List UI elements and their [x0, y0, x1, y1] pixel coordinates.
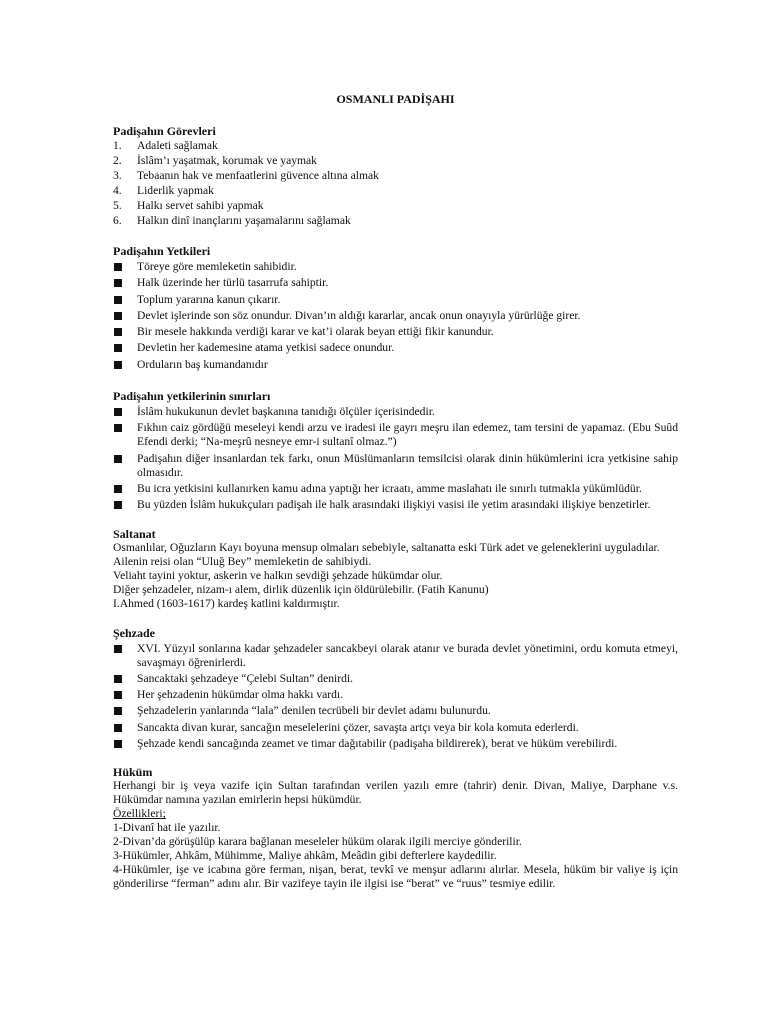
item-text: Şehzade kendi sancağında zeamet ve timar dağıtabilir (padişaha bildirerek), berat ve hüküm verebilirdi. [137, 737, 618, 751]
list-item [113, 498, 678, 512]
item-text: Fıkhın caiz gördüğü meseleyi kendi arzu ve iradesi ile gayrı meşru ilan edemez, tam tersini de yapamaz. (Ebu Suûd Efendi derki; “Na-meşrû nesneye emr-i sultanî olmaz.”) [137, 421, 678, 449]
saltanat-line: Osmanlılar, Oğuzların Kayı boyuna mensup olmaları sebebiyle, saltanatta eski Türk adet ve geleneklerini uyguladılar. [113, 540, 660, 554]
list-item [113, 169, 678, 183]
item-number: 6. [113, 214, 122, 227]
item-text: Bir mesele hakkında verdiği karar ve kat’i olarak beyan ettiği fikir kanundur. [137, 325, 494, 339]
section-heading-hukum: Hüküm [113, 765, 153, 780]
list-item [113, 309, 678, 323]
square-bullet-icon [114, 344, 122, 352]
list-item [113, 721, 678, 735]
hukum-line: 2-Divan’da görüşülüp karara bağlanan meseleler hüküm olarak ilgili merciye gönderilir. [113, 835, 522, 849]
sehzade-list [113, 642, 678, 751]
section-heading-gorevler: Padişahın Görevleri [113, 124, 216, 138]
item-text: XVI. Yüzyıl sonlarına kadar şehzadeler sancakbeyi olarak atanır ve burada devlet yönetimini, ordu komuta etmeyi, savaşmayı öğrenirlerdi. [137, 641, 678, 669]
list-item [113, 672, 678, 686]
document-page [113, 92, 678, 891]
list-item [113, 482, 678, 496]
square-bullet-icon [114, 740, 122, 748]
square-bullet-icon [114, 312, 122, 320]
item-text: Bu yüzden İslâm hukukçuları padişah ile halk arasındaki ilişkiyi vasisi ile yetim arasındaki ilişkiye benzetirler. [137, 498, 651, 512]
saltanat-line: I.Ahmed (1603-1617) kardeş katlini kaldırmıştır. [113, 596, 340, 610]
list-item [113, 452, 678, 480]
item-text: Adaleti sağlamak [137, 139, 218, 152]
hukum-line: 3-Hükümler, Ahkâm, Mühimme, Maliye ahkâm, Meâdin gibi defterlere kaydedilir. [113, 849, 497, 863]
square-bullet-icon [114, 279, 122, 287]
square-bullet-icon [114, 724, 122, 732]
item-text: İslâm’ı yaşatmak, korumak ve yaymak [137, 154, 317, 167]
item-number: 1. [113, 139, 122, 152]
square-bullet-icon [114, 408, 122, 416]
ozellikler-label: Özellikleri; [113, 807, 166, 821]
item-text: Devletin her kademesine atama yetkisi sadece onundur. [137, 341, 395, 355]
item-number: 4. [113, 184, 122, 197]
gorevler-list [113, 139, 678, 228]
section-heading-saltanat: Saltanat [113, 526, 156, 541]
item-text: Şehzadelerin yanlarında “lala” denilen tecrübeli bir devlet adamı bulunurdu. [137, 704, 491, 718]
item-number: 5. [113, 199, 122, 212]
item-text: Bu icra yetkisini kullanırken kamu adına yaptığı her icraatı, amme maslahatı ile sınırlı tutmakla yükümlüdür. [137, 481, 642, 495]
document-title: OSMANLI PADİŞAHI [336, 92, 455, 106]
square-bullet-icon [114, 645, 122, 653]
square-bullet-icon [114, 361, 122, 369]
item-text: Orduların baş kumandanıdır [137, 357, 268, 371]
item-text: Halkı servet sahibi yapmak [137, 199, 264, 212]
item-text: Töreye göre memleketin sahibidir. [137, 260, 297, 273]
square-bullet-icon [114, 501, 122, 509]
saltanat-line: Ailenin reisi olan “Uluğ Bey” memleketin de sahibiydi. [113, 554, 372, 568]
square-bullet-icon [114, 707, 122, 715]
list-item [113, 154, 678, 168]
list-item [113, 276, 678, 290]
square-bullet-icon [114, 296, 122, 304]
square-bullet-icon [114, 424, 122, 432]
section-heading-sehzade: Şehzade [113, 625, 155, 640]
item-text: Liderlik yapmak [137, 184, 214, 197]
section-heading-sinirlar: Padişahın yetkilerinin sınırları [113, 389, 271, 404]
list-item [113, 293, 678, 307]
square-bullet-icon [114, 675, 122, 683]
list-item [113, 199, 678, 213]
item-number: 2. [113, 154, 122, 167]
section-heading-yetkiler: Padişahın Yetkileri [113, 244, 211, 258]
list-item [113, 260, 678, 274]
hukum-line: 1-Divanî hat ile yazılır. [113, 821, 221, 835]
square-bullet-icon [114, 485, 122, 493]
item-text: Her şehzadenin hükümdar olma hakkı vardı. [137, 688, 344, 702]
item-text: Devlet işlerinde son söz onundur. Divan’ın aldığı kararlar, ancak onun onayıyla yürürlüğe girer. [137, 308, 581, 322]
list-item [113, 325, 678, 339]
item-text: Sancaktaki şehzadeye “Çelebi Sultan” denirdi. [137, 671, 354, 685]
list-item [113, 358, 678, 372]
list-item [113, 737, 678, 751]
item-text: Halkın dinî inançlarını yaşamalarını sağlamak [137, 214, 351, 227]
list-item [113, 704, 678, 718]
saltanat-line: Veliaht tayini yoktur, askerin ve halkın sevdiği şehzade hükümdar olur. [113, 568, 443, 582]
item-text: Toplum yararına kanun çıkarır. [137, 292, 281, 306]
list-item [113, 341, 678, 355]
list-item [113, 139, 678, 153]
item-text: İslâm hukukunun devlet başkanına tanıdığı ölçüler içerisindedir. [137, 405, 435, 419]
list-item [113, 405, 678, 419]
sinirlar-list [113, 405, 678, 512]
item-text: Sancakta divan kurar, sancağın meselelerini çözer, savaşta artçı veya bir kola komuta ederlerdi. [137, 720, 579, 734]
list-item [113, 184, 678, 198]
saltanat-line: Diğer şehzadeler, nizam-ı alem, dirlik düzenlik için öldürülebilir. (Fatih Kanunu) [113, 582, 489, 596]
square-bullet-icon [114, 328, 122, 336]
hukum-intro: Herhangi bir iş veya vazife için Sultan tarafından verilen yazılı emre (tahrir) denir. Divan, Maliye, Darphane v.s. Hükümdar namına yazılan emirlerin hepsi hükümdür. [113, 779, 678, 807]
square-bullet-icon [114, 691, 122, 699]
list-item [113, 642, 678, 670]
hukum-line: 4-Hükümler, işe ve icabına göre ferman, nişan, berat, tevkî ve menşur adlarını alırlar. Mesela, hüküm bir valiye iş için gönderilirse “ferman” adını alır. Bir vazifeye tayin ile ilgisi ise “berat” ve “ruus” tesmiye edilir. [113, 863, 678, 891]
item-number: 3. [113, 169, 122, 182]
item-text: Padişahın diğer insanlardan tek farkı, onun Müslümanların temsilcisi olarak dinin hükümlerini icra yetkisine sahip olmasıdır. [137, 451, 678, 479]
square-bullet-icon [114, 263, 122, 271]
list-item [113, 421, 678, 449]
yetkiler-list [113, 260, 678, 372]
item-text: Tebaanın hak ve menfaatlerini güvence altına almak [137, 169, 379, 182]
item-text: Halk üzerinde her türlü tasarrufa sahiptir. [137, 276, 329, 290]
list-item [113, 214, 678, 228]
square-bullet-icon [114, 455, 122, 463]
list-item [113, 688, 678, 702]
